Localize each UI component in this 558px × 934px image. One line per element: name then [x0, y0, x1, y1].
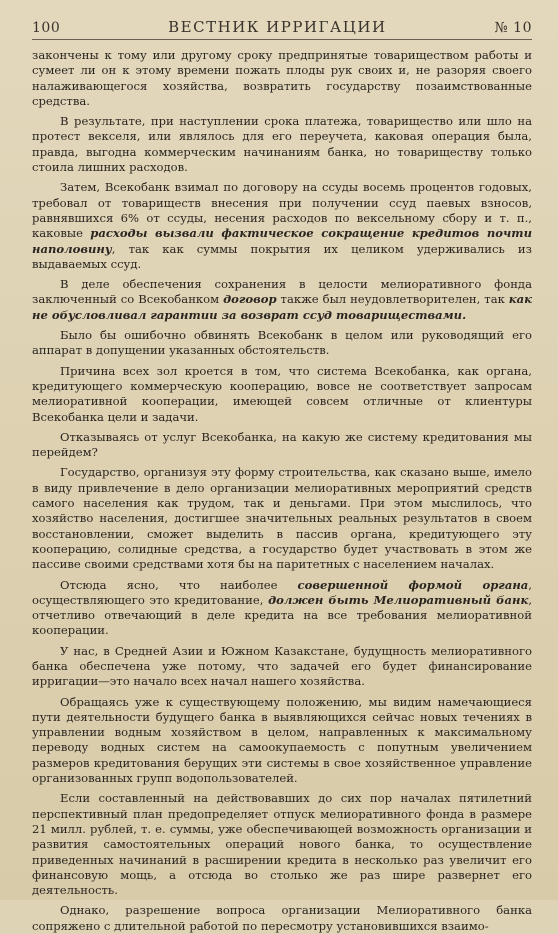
- paragraph-text: Государство, организуя эту форму строительства, как сказано выше, имело в виду привлечение в дело организации мелиоративных мероприятий средств самого населения как трудом, так и деньгами. При этом мыслилось, что хозяйство населения, достигшее значительных реальных результатов в своем восстановлении, сможет выделить в пассив органа, кредитующего эту кооперацию, солидные средства, а государство будет участвовать в этом же пассиве своими средствами хотя бы на паритетных с населением началах.: [32, 465, 532, 572]
- paragraph-text: , осуществляющего это кредитование,: [32, 577, 532, 607]
- paragraph: [32, 465, 532, 572]
- paragraph-text: В деле обеспечения сохранения в целости мелиоративного фонда заключенный со Всекобанком: [32, 277, 532, 307]
- paragraph: [32, 48, 532, 109]
- paragraph: [32, 277, 532, 323]
- paragraph-text: также был неудовлетворителен, так: [276, 292, 509, 307]
- page-number: 100: [32, 20, 61, 36]
- article-body: [32, 48, 532, 934]
- emphasized-text: договор: [223, 292, 277, 307]
- paragraph-text: Причина всех зол кроется в том, что система Всекобанка, как органа, кредитующего коммерческую кооперацию, вовсе не соответствует запросам мелиоративной кооперации, имеющей совсем отличные от клиентуры Всекобанка цели и задачи.: [32, 363, 532, 424]
- paragraph: [32, 695, 532, 787]
- paragraph-text: Отказываясь от услуг Всекобанка, на какую же систему кредитования мы перейдем?: [32, 429, 532, 460]
- journal-title: ВЕСТНИК ИРРИГАЦИИ: [168, 18, 387, 36]
- paragraph-text: Если составленный на действовавших до сих пор началах пятилетний перспективный план предопределяет отпуск мелиоративного фонда в размере 21 милл. рублей, т. е. суммы, уже обеспечивающей возможность организации и развития самостоятельных операций нового банка, то осуществление приведенных начинаний в расширении кредита в несколько раз увеличит его финансовую мощь, а отсюда во столько же раз шире развернет его деятельность.: [32, 791, 532, 898]
- paragraph-text: Отсюда ясно, что наиболее: [60, 577, 298, 592]
- paragraph-text: Затем, Всекобанк взимал по договору на ссуды восемь процентов годовых, требовал от товариществ внесения при получении ссуд паевых взносов, равнявшихся 6% от ссуды, несения расходов по вексельному сбору и т. п., каковые: [32, 180, 532, 241]
- issue-number: № 10: [494, 20, 532, 36]
- emphasized-text: как не обусловливал гарантии за возврат ссуд товариществами.: [32, 292, 532, 322]
- paragraph-text: В результате, при наступлении срока платежа, товарищество или шло на протест векселя, или являлось для его переучета, каковая операция была, правда, выгодна коммерческим начинаниям банка, но товариществу только стоила лишних расходов.: [32, 114, 532, 175]
- paragraph: [32, 791, 532, 898]
- paragraph: [32, 180, 532, 272]
- paragraph: [32, 644, 532, 690]
- emphasized-text: должен быть Мелиоративный банк: [268, 592, 529, 607]
- paragraph-text: Однако, разрешение вопроса организации Мелиоративного банка сопряжено с длительной работой по пересмотру установившихся взаимо-: [32, 903, 532, 933]
- paragraph-text: , так как суммы покрытия их целиком удерживались из выдаваемых ссуд.: [32, 241, 532, 271]
- running-header: [32, 18, 532, 40]
- paragraph-text: , отчетливо отвечающий в деле кредита на все требования мелиоративной кооперации.: [32, 592, 532, 638]
- paragraph-text: Обращаясь уже к существующему положению, мы видим намечающиеся пути деятельности будущего банка в выявляющихся сейчас новых течениях в управлении водным хозяйством в целом, направленных к максимальному переводу водных систем на самоокупаемость с попутным увеличением размеров кредитования берущих эти системы в свое хозяйственное управление организованных групп водопользователей.: [32, 694, 532, 786]
- emphasized-text: расходы вызвали фактическое сокращение кредитов почти наполовину: [32, 226, 532, 256]
- paragraph-text: У нас, в Средней Азии и Южном Казакстане, будущность мелиоративного банка обеспечена уже потому, что задачей его будет финансирование ирригации—это начало всех начал нашего хозяйства.: [32, 643, 532, 689]
- paragraph: [32, 114, 532, 175]
- paragraph-text: закончены к тому или другому сроку предпринятые товариществом работы и сумеет ли он к этому времени пожать плоды рук своих и, не разоряя своего налаживающегося хозяйства, возвратить государству позаимствованные средства.: [32, 48, 532, 108]
- paragraph-text: Было бы ошибочно обвинять Всекобанк в целом или руководящий его аппарат в допущении указанных обстоятельств.: [32, 328, 532, 358]
- paragraph: [32, 328, 532, 359]
- paragraph: [32, 578, 532, 639]
- paragraph: [32, 364, 532, 425]
- paragraph: [32, 903, 532, 934]
- emphasized-text: совершенной формой органа: [297, 577, 529, 592]
- paragraph: [32, 430, 532, 461]
